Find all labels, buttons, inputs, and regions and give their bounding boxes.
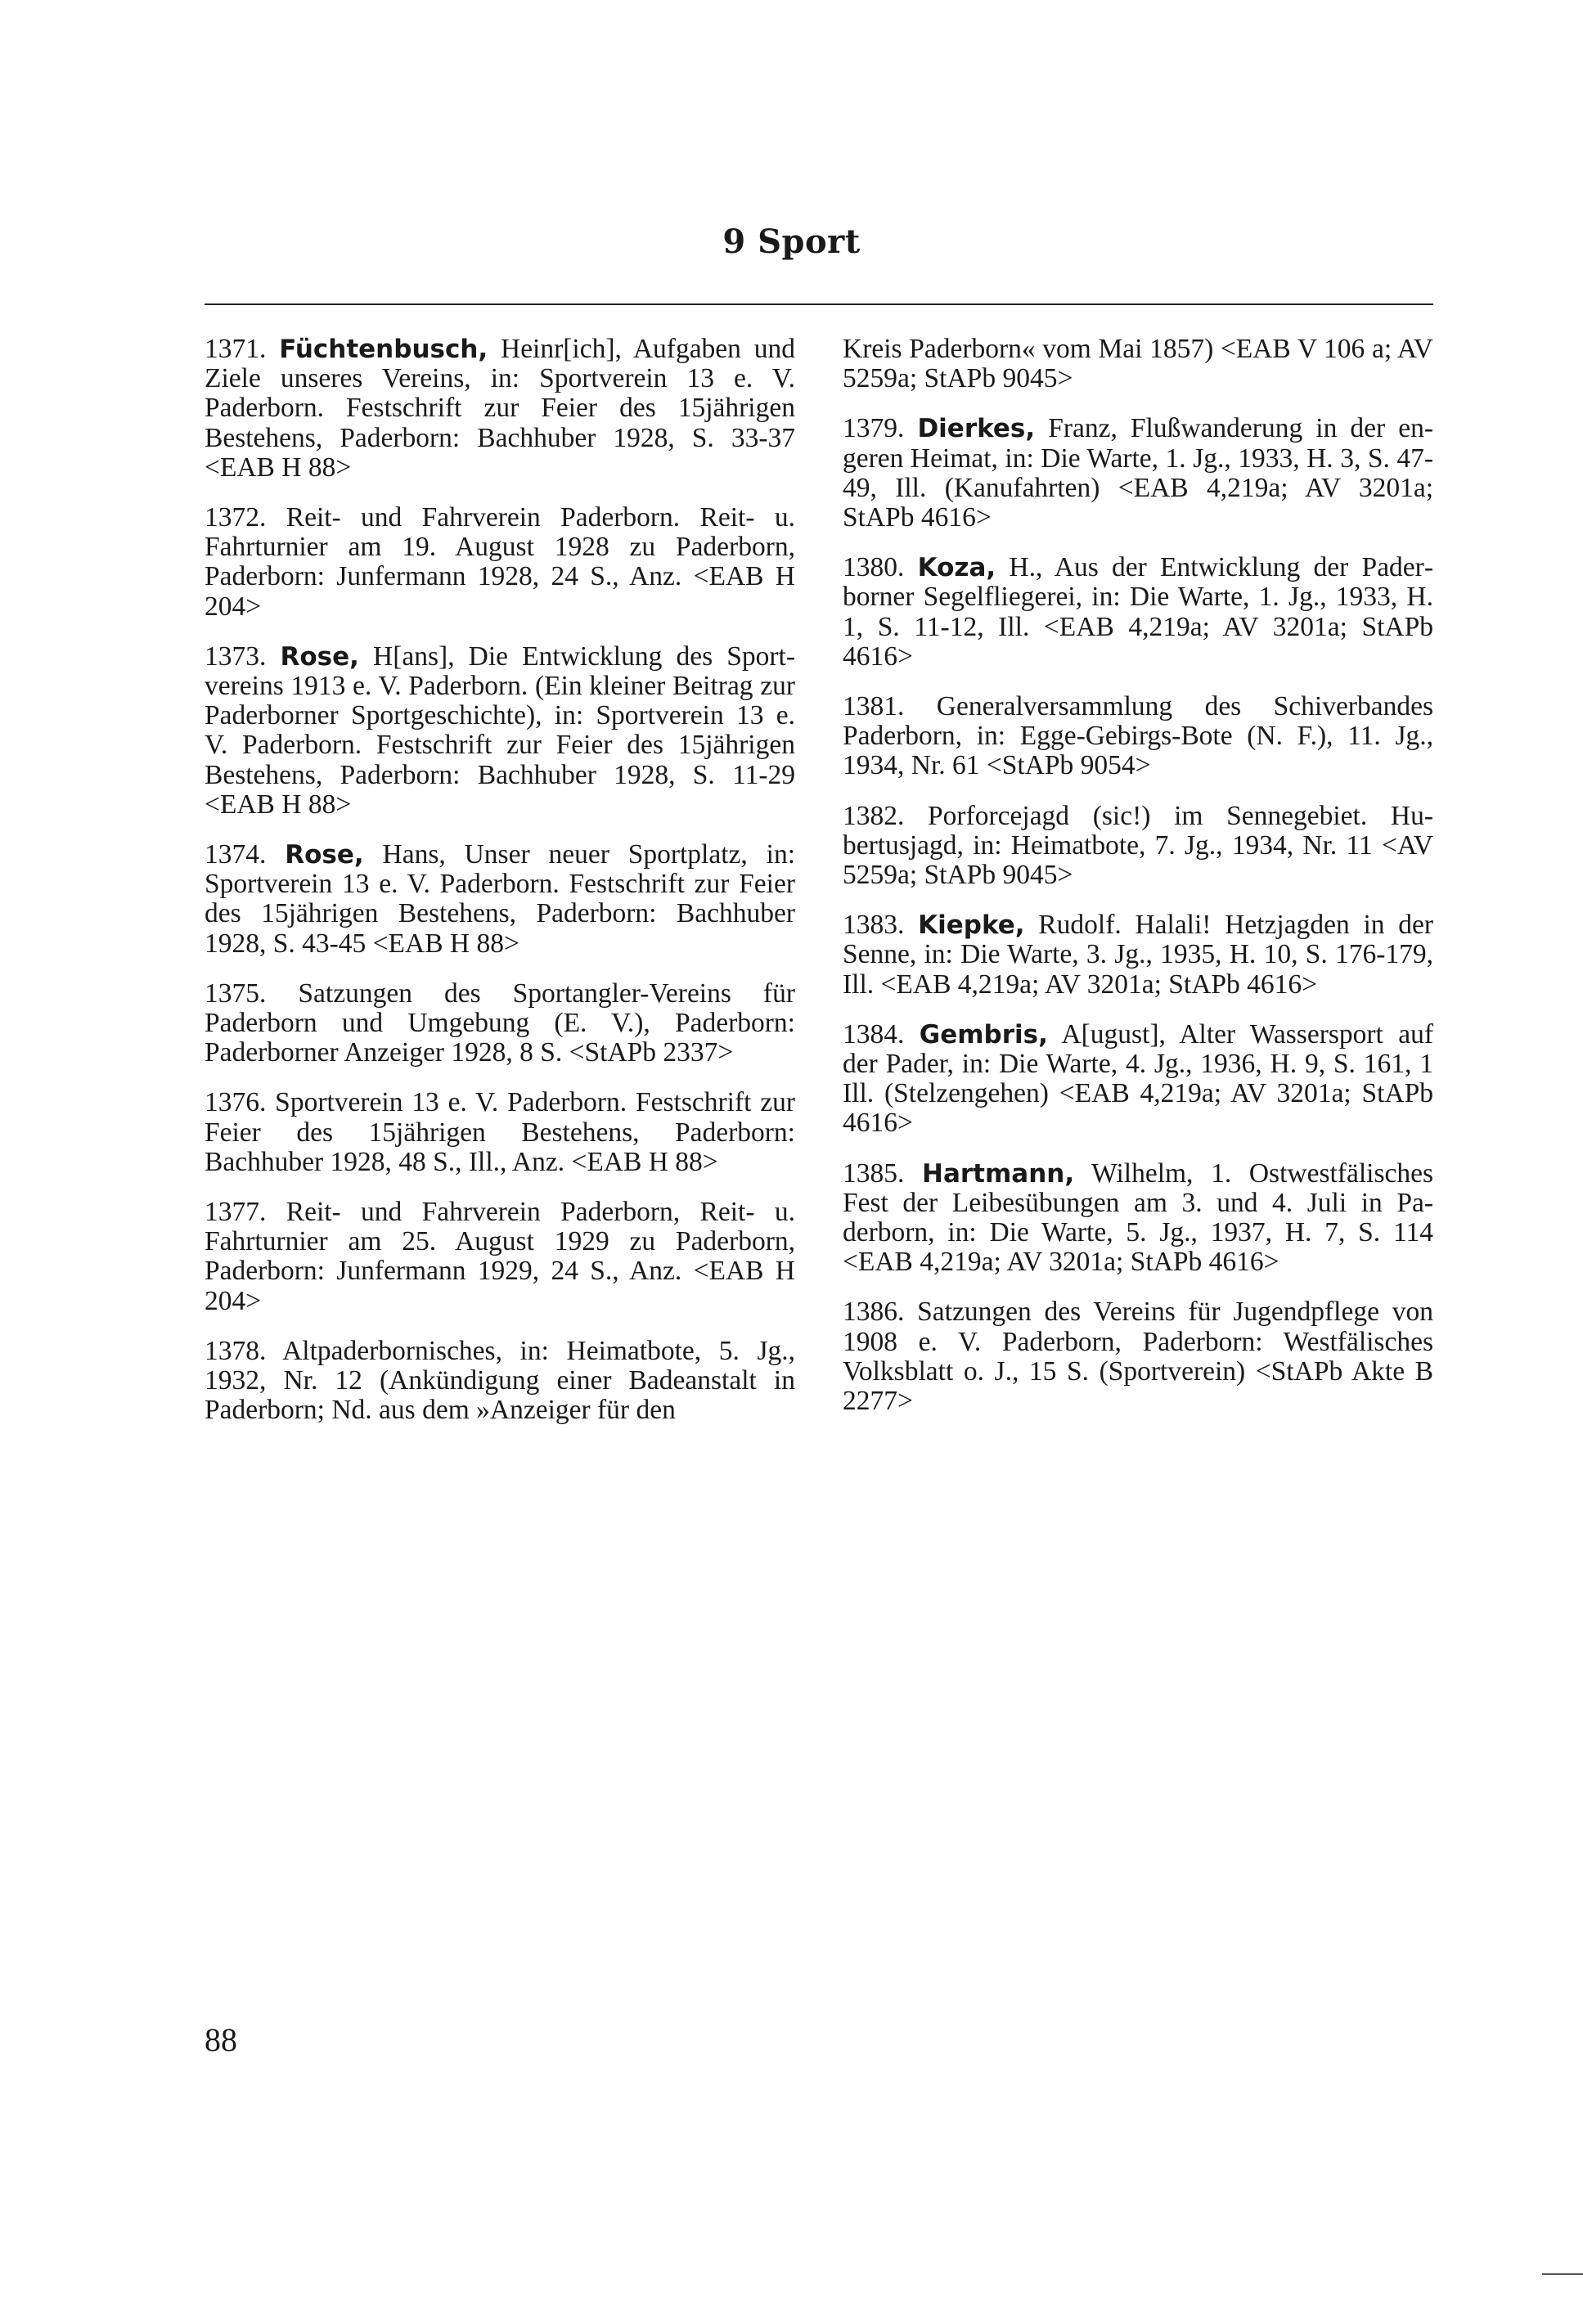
entry-1385: 1385. Hartmann, Wilhelm, 1. Ostwestfälisches Fest der Leibesübungen am 3. und 4. Juli in Paderborn, in: Die Warte, 5. Jg., 1937, H. 7, S. 114 <EAB 4,219a; AV 3201a; StAPb 4616> <box>843 1158 1434 1278</box>
entry-1375: 1375. Satzungen des Sportangler-Vereins für Paderborn und Umgebung (E. V.), Paderborn: Paderborner Anzeiger 1928, 8 S. <StAPb 2337> <box>205 978 795 1068</box>
entry-1374: 1374. Rose, Hans, Unser neuer Sportplatz, in: Sportverein 13 e. V. Paderborn. Festschrift zur Feier des 15jährigen Bestehens, Paderborn: Bachhuber 1928, S. 43-45 <EAB H 88> <box>205 839 795 959</box>
chapter-title: 9 Sport <box>722 223 861 261</box>
entry-1376: 1376. Sportverein 13 e. V. Paderborn. Festschrift zur Feier des 15jährigen Bestehens, Paderborn: Bachhuber 1928, 48 S., Ill., Anz. <EAB H 88> <box>205 1087 795 1177</box>
page-number: 88 <box>205 2021 237 2058</box>
entry-1371: 1371. Füchtenbusch, Heinr[ich], Aufgaben und Ziele unseres Vereins, in: Sportverein 13 e. V. Paderborn. Festschrift zur Feier des 15jährigen Bestehens, Paderborn: Bachhuber 1928, S. 33-37 <EAB H 88> <box>205 334 795 483</box>
right-column <box>843 335 1433 1436</box>
entry-1373: 1373. Rose, H[ans], Die Entwicklung des Sportvereins 1913 e. V. Paderborn. (Ein kleiner Beitrag zur Paderborner Sportgeschichte), in: Sportverein 13 e. V. Paderborn. Festschrift zur Feier des 15jährigen Bestehens, Paderborn: Bachhuber 1928, S. 11-29 <EAB H 88> <box>205 641 796 820</box>
entry-1377: 1377. Reit- und Fahrverein Paderborn, Reit- u. Fahrturnier am 25. August 1929 zu Paderborn, Paderborn: Junfermann 1929, 24 S., Anz. <EAB H 204> <box>205 1197 795 1316</box>
scan-edge-mark <box>1542 2273 1583 2275</box>
entry-1372: 1372. Reit- und Fahrverein Paderborn. Reit- u. Fahrturnier am 19. August 1928 zu Paderborn, Paderborn: Junfermann 1928, 24 S., Anz. <EAB H 204> <box>205 502 795 622</box>
left-column <box>205 335 795 1446</box>
entry-1381: 1381. Generalversammlung des Schiverbandes Paderborn, in: Egge-Gebirgs-Bote (N. F.), 11. Jg., 1934, Nr. 61 <StAPb 9054> <box>843 691 1433 781</box>
entry-1380: 1380. Koza, H., Aus der Entwicklung der Paderborner Segelfliegerei, in: Die Warte, 1. Jg., 1933, H. 1, S. 11-12, Ill. <EAB 4,219a; AV 3201a; StAPb 4616> <box>843 552 1433 672</box>
entry-1378: 1378. Altpaderbornisches, in: Heimatbote, 5. Jg., 1932, Nr. 12 (Ankündigung einer Badeanstalt in Paderborn; Nd. aus dem »Anzeiger für den <box>205 1335 795 1426</box>
entry-1384: 1384. Gembris, A[ugust], Alter Wassersport auf der Pader, in: Die Warte, 4. Jg., 1936, H. 9, S. 161, 1 Ill. (Stelzengehen) <EAB 4,219a; AV 3201a; StAPb 4616> <box>843 1018 1434 1139</box>
entry-1382: 1382. Porforcejagd (sic!) im Sennegebiet. Hubertusjagd, in: Heimatbote, 7. Jg., 1934, Nr. 11 <AV 5259a; StAPb 9045> <box>843 800 1433 891</box>
entry-1378-continued: Kreis Paderborn« vom Mai 1857) <EAB V 106 a; AV 5259a; StAPb 9045> <box>843 334 1433 394</box>
title-rule <box>205 303 1433 305</box>
entry-1386: 1386. Satzungen des Vereins für Jugendpflege von 1908 e. V. Paderborn, Paderborn: Westfälisches Volksblatt o. J., 15 S. (Sportverein) <StAPb Akte B 2277> <box>843 1297 1433 1417</box>
entry-1383: 1383. Kiepke, Rudolf. Halali! Hetzjagden in der Senne, in: Die Warte, 3. Jg., 1935, H. 10, S. 176-179, Ill. <EAB 4,219a; AV 3201a; StAPb 4616> <box>843 910 1434 1000</box>
entry-1379: 1379. Dierkes, Franz, Flußwanderung in der engeren Heimat, in: Die Warte, 1. Jg., 1933, H. 3, S. 47-49, Ill. (Kanufahrten) <EAB 4,219a; AV 3201a; StAPb 4616> <box>843 413 1433 533</box>
